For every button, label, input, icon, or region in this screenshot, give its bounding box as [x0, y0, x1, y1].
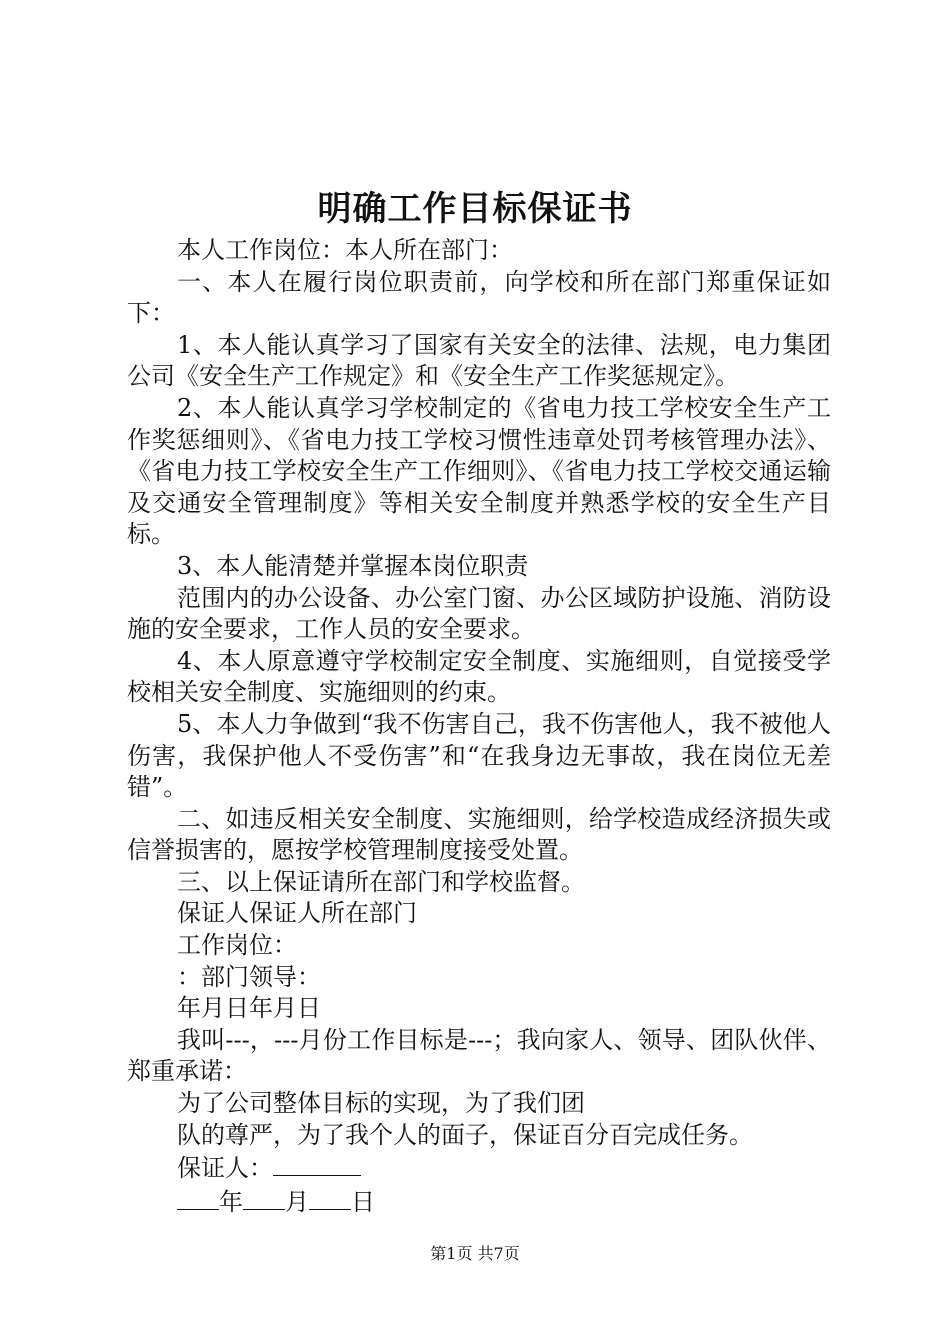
day-blank — [309, 1185, 351, 1210]
day-label: 日 — [351, 1187, 375, 1216]
paragraph: 5、本人力争做到“我不伤害自己，我不伤害他人，我不被他人伤害，我保护他人不受伤害”和“在我身边无事故，我在岗位无差错”。 — [127, 709, 831, 802]
paragraph: 范围内的办公设备、办公室门窗、办公区域防护设施、消防设施的安全要求，工作人员的安全要求。 — [127, 583, 831, 644]
paragraph: 保证人保证人所在部门 — [177, 899, 417, 928]
paragraph: 为了公司整体目标的实现，为了我们团 — [177, 1089, 585, 1118]
paragraph: 2、本人能认真学习学校制定的《省电力技工学校安全生产工作奖惩细则》、《省电力技工学校习惯性违章处罚考核管理办法》、《省电力技工学校安全生产工作细则》、《省电力技工学校交通运输及交通安全管理制度》等相关安全制度并熟悉学校的安全生产目标。 — [127, 393, 831, 549]
date-line — [127, 1185, 831, 1219]
paragraph: ：部门领导： — [177, 962, 321, 991]
paragraph: 1、本人能认真学习了国家有关安全的法律、法规，电力集团公司《安全生产工作规定》和《安全生产工作奖惩规定》。 — [127, 330, 831, 391]
paragraph: 二、如违反相关安全制度、实施细则，给学校造成经济损失或信誉损害的，愿按学校管理制度接受处置。 — [127, 804, 831, 865]
page-footer: 第1页 共7页 — [430, 1244, 520, 1263]
year-blank — [177, 1185, 219, 1210]
signature-line — [127, 1151, 831, 1185]
paragraph: 三、以上保证请所在部门和学校监督。 — [177, 867, 585, 896]
paragraph: 年月日年月日 — [177, 994, 321, 1023]
signature-label: 保证人： — [177, 1154, 273, 1183]
month-blank — [243, 1185, 285, 1210]
paragraph: 一、本人在履行岗位职责前，向学校和所在部门郑重保证如下： — [127, 267, 831, 328]
month-label: 月 — [285, 1187, 309, 1216]
paragraph: 我叫---，---月份工作目标是---；我向家人、领导、团队伙伴、郑重承诺： — [127, 1025, 831, 1086]
paragraph: 工作岗位： — [177, 931, 297, 960]
paragraph: 队的尊严，为了我个人的面子，保证百分百完成任务。 — [177, 1120, 753, 1149]
paragraph: 4、本人原意遵守学校制定安全制度、实施细则，自觉接受学校相关安全制度、实施细则的约束。 — [127, 646, 831, 707]
year-label: 年 — [219, 1187, 243, 1216]
paragraph: 3、本人能清楚并掌握本岗位职责 — [177, 551, 529, 580]
paragraph: 本人工作岗位：本人所在部门： — [177, 236, 513, 264]
page-title: 明确工作目标保证书 — [317, 189, 633, 229]
signature-blank — [273, 1151, 361, 1176]
document-body — [127, 235, 831, 1218]
